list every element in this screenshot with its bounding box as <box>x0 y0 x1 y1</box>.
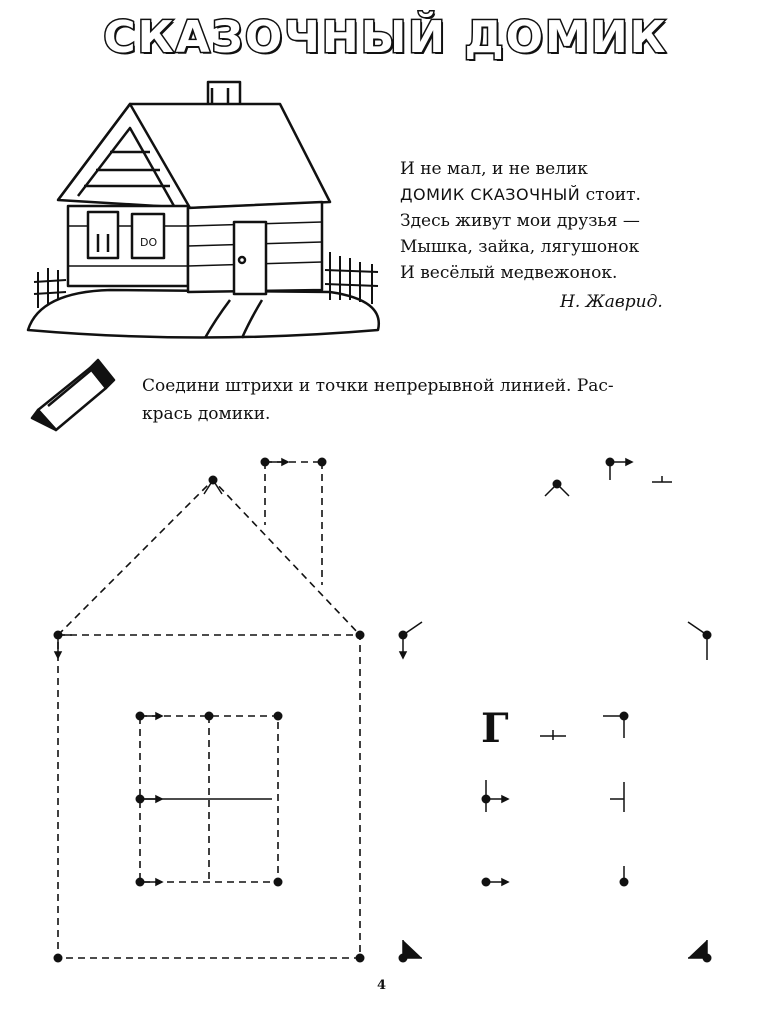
poem-author: Н. Жаврид. <box>560 292 663 312</box>
poem-line-5: И весёлый медвежонок. <box>400 263 618 283</box>
right-house-dots <box>399 458 712 963</box>
page-title: СКАЗОЧНЫЙ ДОМИК <box>103 12 668 63</box>
poem-line-1: И не мал, и не велик <box>400 159 588 179</box>
right-house-hints <box>400 459 707 958</box>
puzzle-letter: Г <box>481 705 509 752</box>
poem-line-3: Здесь живут мои друзья — <box>400 211 640 231</box>
poem-line-4: Мышка, зайка, лягушонок <box>400 237 640 257</box>
instruction-line-2: крась домики. <box>142 404 271 424</box>
page-number: 4 <box>377 978 387 993</box>
door-label: DO <box>140 236 158 249</box>
poem-line-2-rest: стоит. <box>580 185 641 205</box>
poem-line-2-caps: ДОМИК СКАЗОЧНЫЙ <box>400 185 581 204</box>
instruction-line-1: Соедини штрихи и точки непрерывной линией. Рас- <box>142 376 614 396</box>
